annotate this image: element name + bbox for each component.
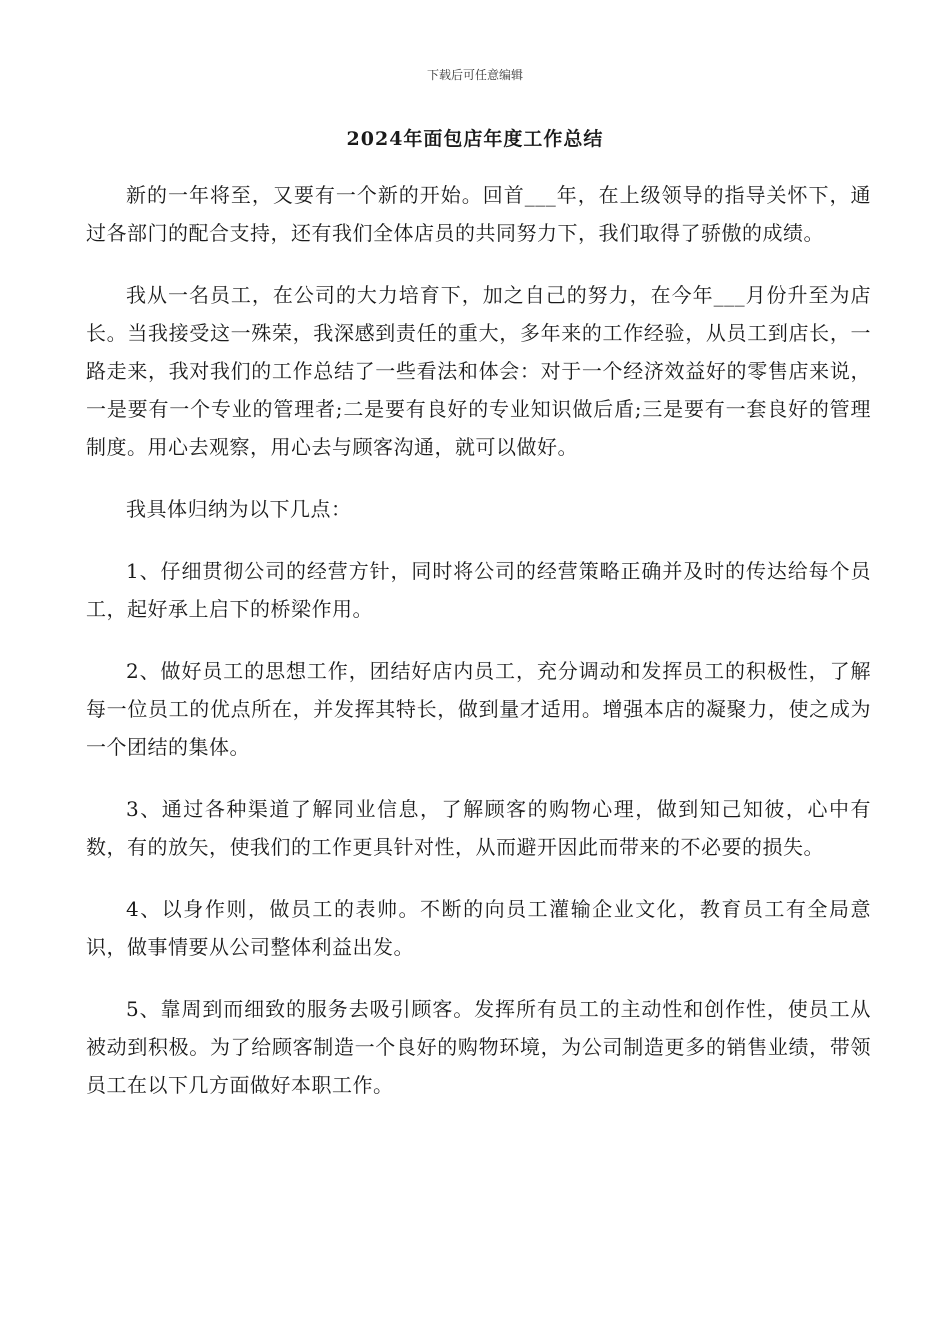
paragraph-intro: 新的一年将至，又要有一个新的开始。回首___年，在上级领导的指导关怀下，通过各部门的配合支持，还有我们全体店员的共同努力下，我们取得了骄傲的成绩。 <box>86 183 871 245</box>
header-note: 下载后可任意编辑 <box>426 68 523 82</box>
list-item-point-2: 2、做好员工的思想工作，团结好店内员工，充分调动和发挥员工的积极性，了解每一位员工的优点所在，并发挥其特长，做到量才适用。增强本店的凝聚力，使之成为一个团结的集体。 <box>86 659 871 759</box>
document-body <box>86 176 871 1128</box>
document-title: 2024年面包店年度工作总结 <box>346 128 604 150</box>
paragraph-experience: 我从一名员工，在公司的大力培育下，加之自己的努力，在今年___月份升至为店长。当我接受这一殊荣，我深感到责任的重大，多年来的工作经验，从员工到店长，一路走来，我对我们的工作总结了一些看法和体会：对于一个经济效益好的零售店来说，一是要有一个专业的管理者;二是要有良好的专业知识做后盾;三是要有一套良好的管理制度。用心去观察，用心去与顾客沟通，就可以做好。 <box>86 283 871 459</box>
list-item-point-4: 4、以身作则，做员工的表帅。不断的向员工灌输企业文化，教育员工有全局意识，做事情要从公司整体利益出发。 <box>86 897 871 959</box>
list-item-point-1: 1、仔细贯彻公司的经营方针，同时将公司的经营策略正确并及时的传达给每个员工，起好承上启下的桥梁作用。 <box>86 559 871 621</box>
list-item-point-3: 3、通过各种渠道了解同业信息，了解顾客的购物心理，做到知己知彼，心中有数，有的放矢，使我们的工作更具针对性，从而避开因此而带来的不必要的损失。 <box>86 797 871 859</box>
paragraph-summary-lead: 我具体归纳为以下几点： <box>126 497 352 521</box>
list-item-point-5: 5、靠周到而细致的服务去吸引顾客。发挥所有员工的主动性和创作性，使员工从被动到积极。为了给顾客制造一个良好的购物环境，为公司制造更多的销售业绩，带领员工在以下几方面做好本职工作。 <box>86 997 871 1097</box>
